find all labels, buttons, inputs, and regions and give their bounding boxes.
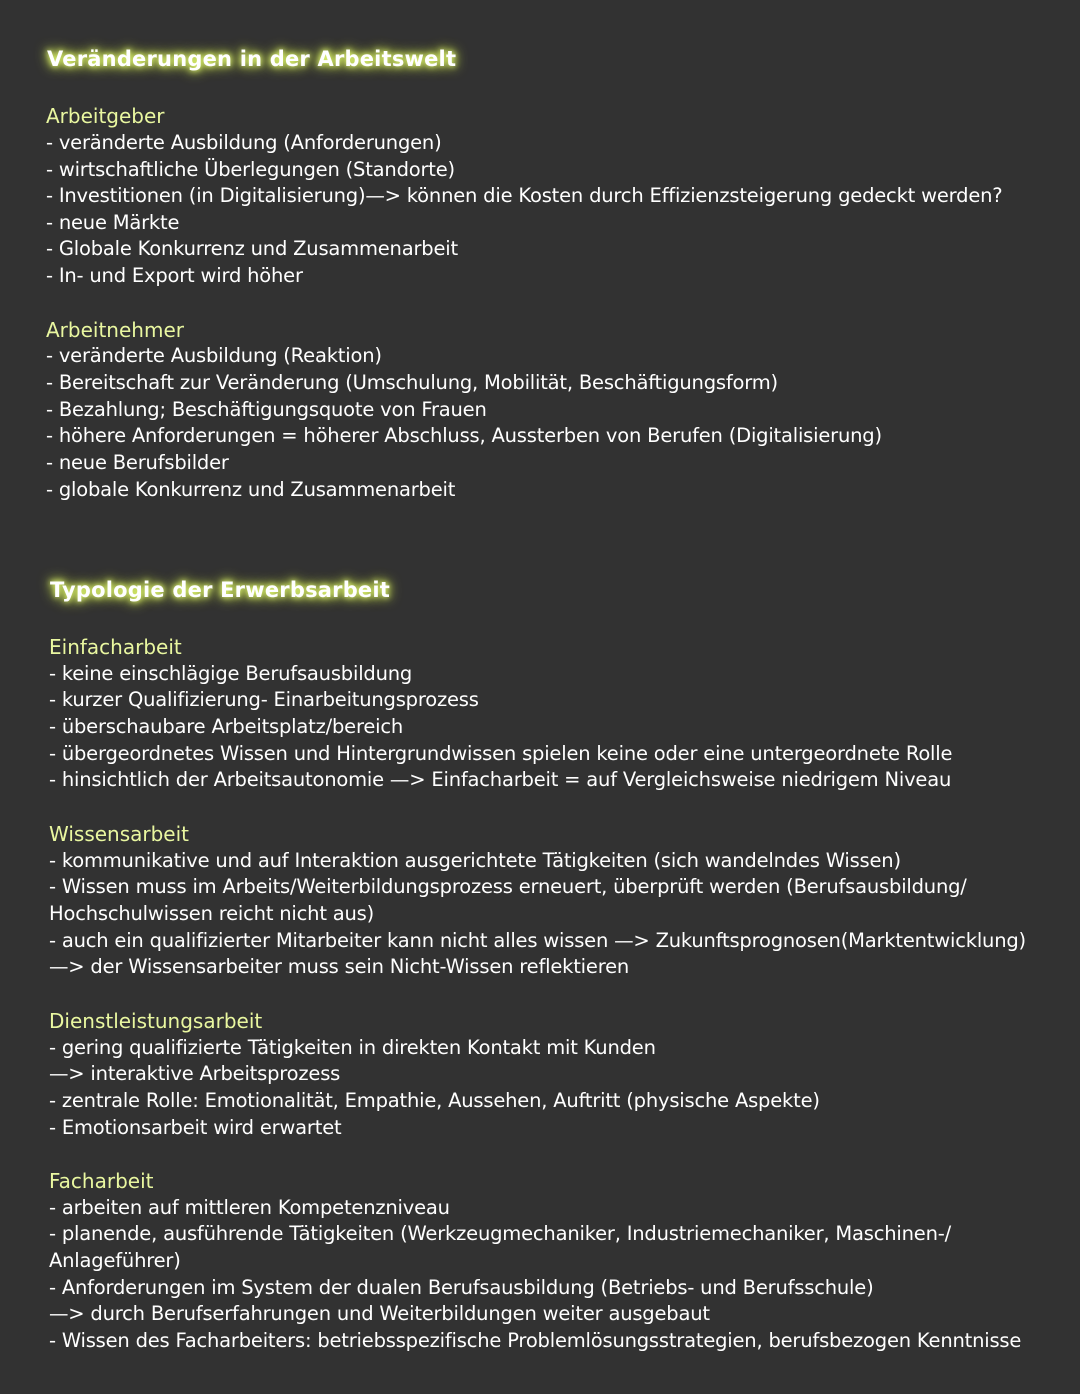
list-item: - arbeiten auf mittleren Kompetenzniveau	[49, 1196, 450, 1219]
group-label-einfacharbeit: Einfacharbeit	[49, 635, 182, 659]
list-item: - In- und Export wird höher	[46, 264, 303, 287]
list-item: - Investitionen (in Digitalisierung)—> können die Kosten durch Effizienzsteigerung gedeckt werden?	[46, 184, 1003, 207]
list-item: Hochschulwissen reicht nicht aus)	[49, 902, 375, 925]
list-item: - Globale Konkurrenz und Zusammenarbeit	[46, 237, 458, 260]
list-item: —> durch Berufserfahrungen und Weiterbildungen weiter ausgebaut	[49, 1302, 710, 1325]
list-item: - hinsichtlich der Arbeitsautonomie —> Einfacharbeit = auf Vergleichsweise niedrigem Niveau	[49, 768, 952, 791]
group-label-arbeitgeber: Arbeitgeber	[46, 104, 165, 128]
list-item: - auch ein qualifizierter Mitarbeiter kann nicht alles wissen —> Zukunftsprognosen(Marktentwicklung)	[49, 929, 1026, 952]
list-item: - keine einschlägige Berufsausbildung	[49, 662, 413, 685]
list-item: - gering qualifizierte Tätigkeiten in direkten Kontakt mit Kunden	[49, 1036, 656, 1059]
list-item: - übergeordnetes Wissen und Hintergrundwissen spielen keine oder eine untergeordnete Rolle	[49, 742, 953, 765]
list-item: —> der Wissensarbeiter muss sein Nicht-Wissen reflektieren	[49, 955, 630, 978]
list-item: - neue Märkte	[46, 211, 180, 234]
list-item: - Bezahlung; Beschäftigungsquote von Frauen	[46, 398, 487, 421]
list-item: - zentrale Rolle: Emotionalität, Empathie, Aussehen, Auftritt (physische Aspekte)	[49, 1089, 820, 1112]
list-item: Anlageführer)	[49, 1249, 181, 1272]
list-item: —> interaktive Arbeitsprozess	[49, 1062, 341, 1085]
list-item: - globale Konkurrenz und Zusammenarbeit	[46, 478, 456, 501]
list-item: - Bereitschaft zur Veränderung (Umschulung, Mobilität, Beschäftigungsform)	[46, 371, 778, 394]
list-item: - Emotionsarbeit wird erwartet	[49, 1116, 342, 1139]
list-item: - höhere Anforderungen = höherer Abschluss, Aussterben von Berufen (Digitalisierung)	[46, 424, 882, 447]
list-item: - Wissen des Facharbeiters: betriebsspezifische Problemlösungsstrategien, berufsbezogen Kenntnisse	[49, 1329, 1022, 1352]
list-item: - neue Berufsbilder	[46, 451, 229, 474]
list-item: - Anforderungen im System der dualen Berufsausbildung (Betriebs- und Berufsschule)	[49, 1276, 874, 1299]
list-item: - planende, ausführende Tätigkeiten (Werkzeugmechaniker, Industriemechaniker, Maschinen-/	[49, 1222, 951, 1245]
list-item: - Wissen muss im Arbeits/Weiterbildungsprozess erneuert, überprüft werden (Berufsausbildung/	[49, 875, 967, 898]
group-label-dienstleistungsarbeit: Dienstleistungsarbeit	[49, 1009, 263, 1033]
section-title-typologie: Typologie der Erwerbsarbeit	[50, 578, 391, 602]
list-item: - wirtschaftliche Überlegungen (Standorte)	[46, 158, 455, 181]
group-label-arbeitnehmer: Arbeitnehmer	[46, 318, 184, 342]
list-item: - veränderte Ausbildung (Anforderungen)	[46, 131, 442, 154]
list-item: - überschaubare Arbeitsplatz/bereich	[49, 715, 404, 738]
group-label-facharbeit: Facharbeit	[49, 1169, 154, 1193]
section-title-arbeitswelt: Veränderungen in der Arbeitswelt	[47, 47, 457, 71]
list-item: - veränderte Ausbildung (Reaktion)	[46, 344, 382, 367]
list-item: - kommunikative und auf Interaktion ausgerichtete Tätigkeiten (sich wandelndes Wissen)	[49, 849, 901, 872]
list-item: - kurzer Qualifizierung- Einarbeitungsprozess	[49, 688, 479, 711]
group-label-wissensarbeit: Wissensarbeit	[49, 822, 190, 846]
